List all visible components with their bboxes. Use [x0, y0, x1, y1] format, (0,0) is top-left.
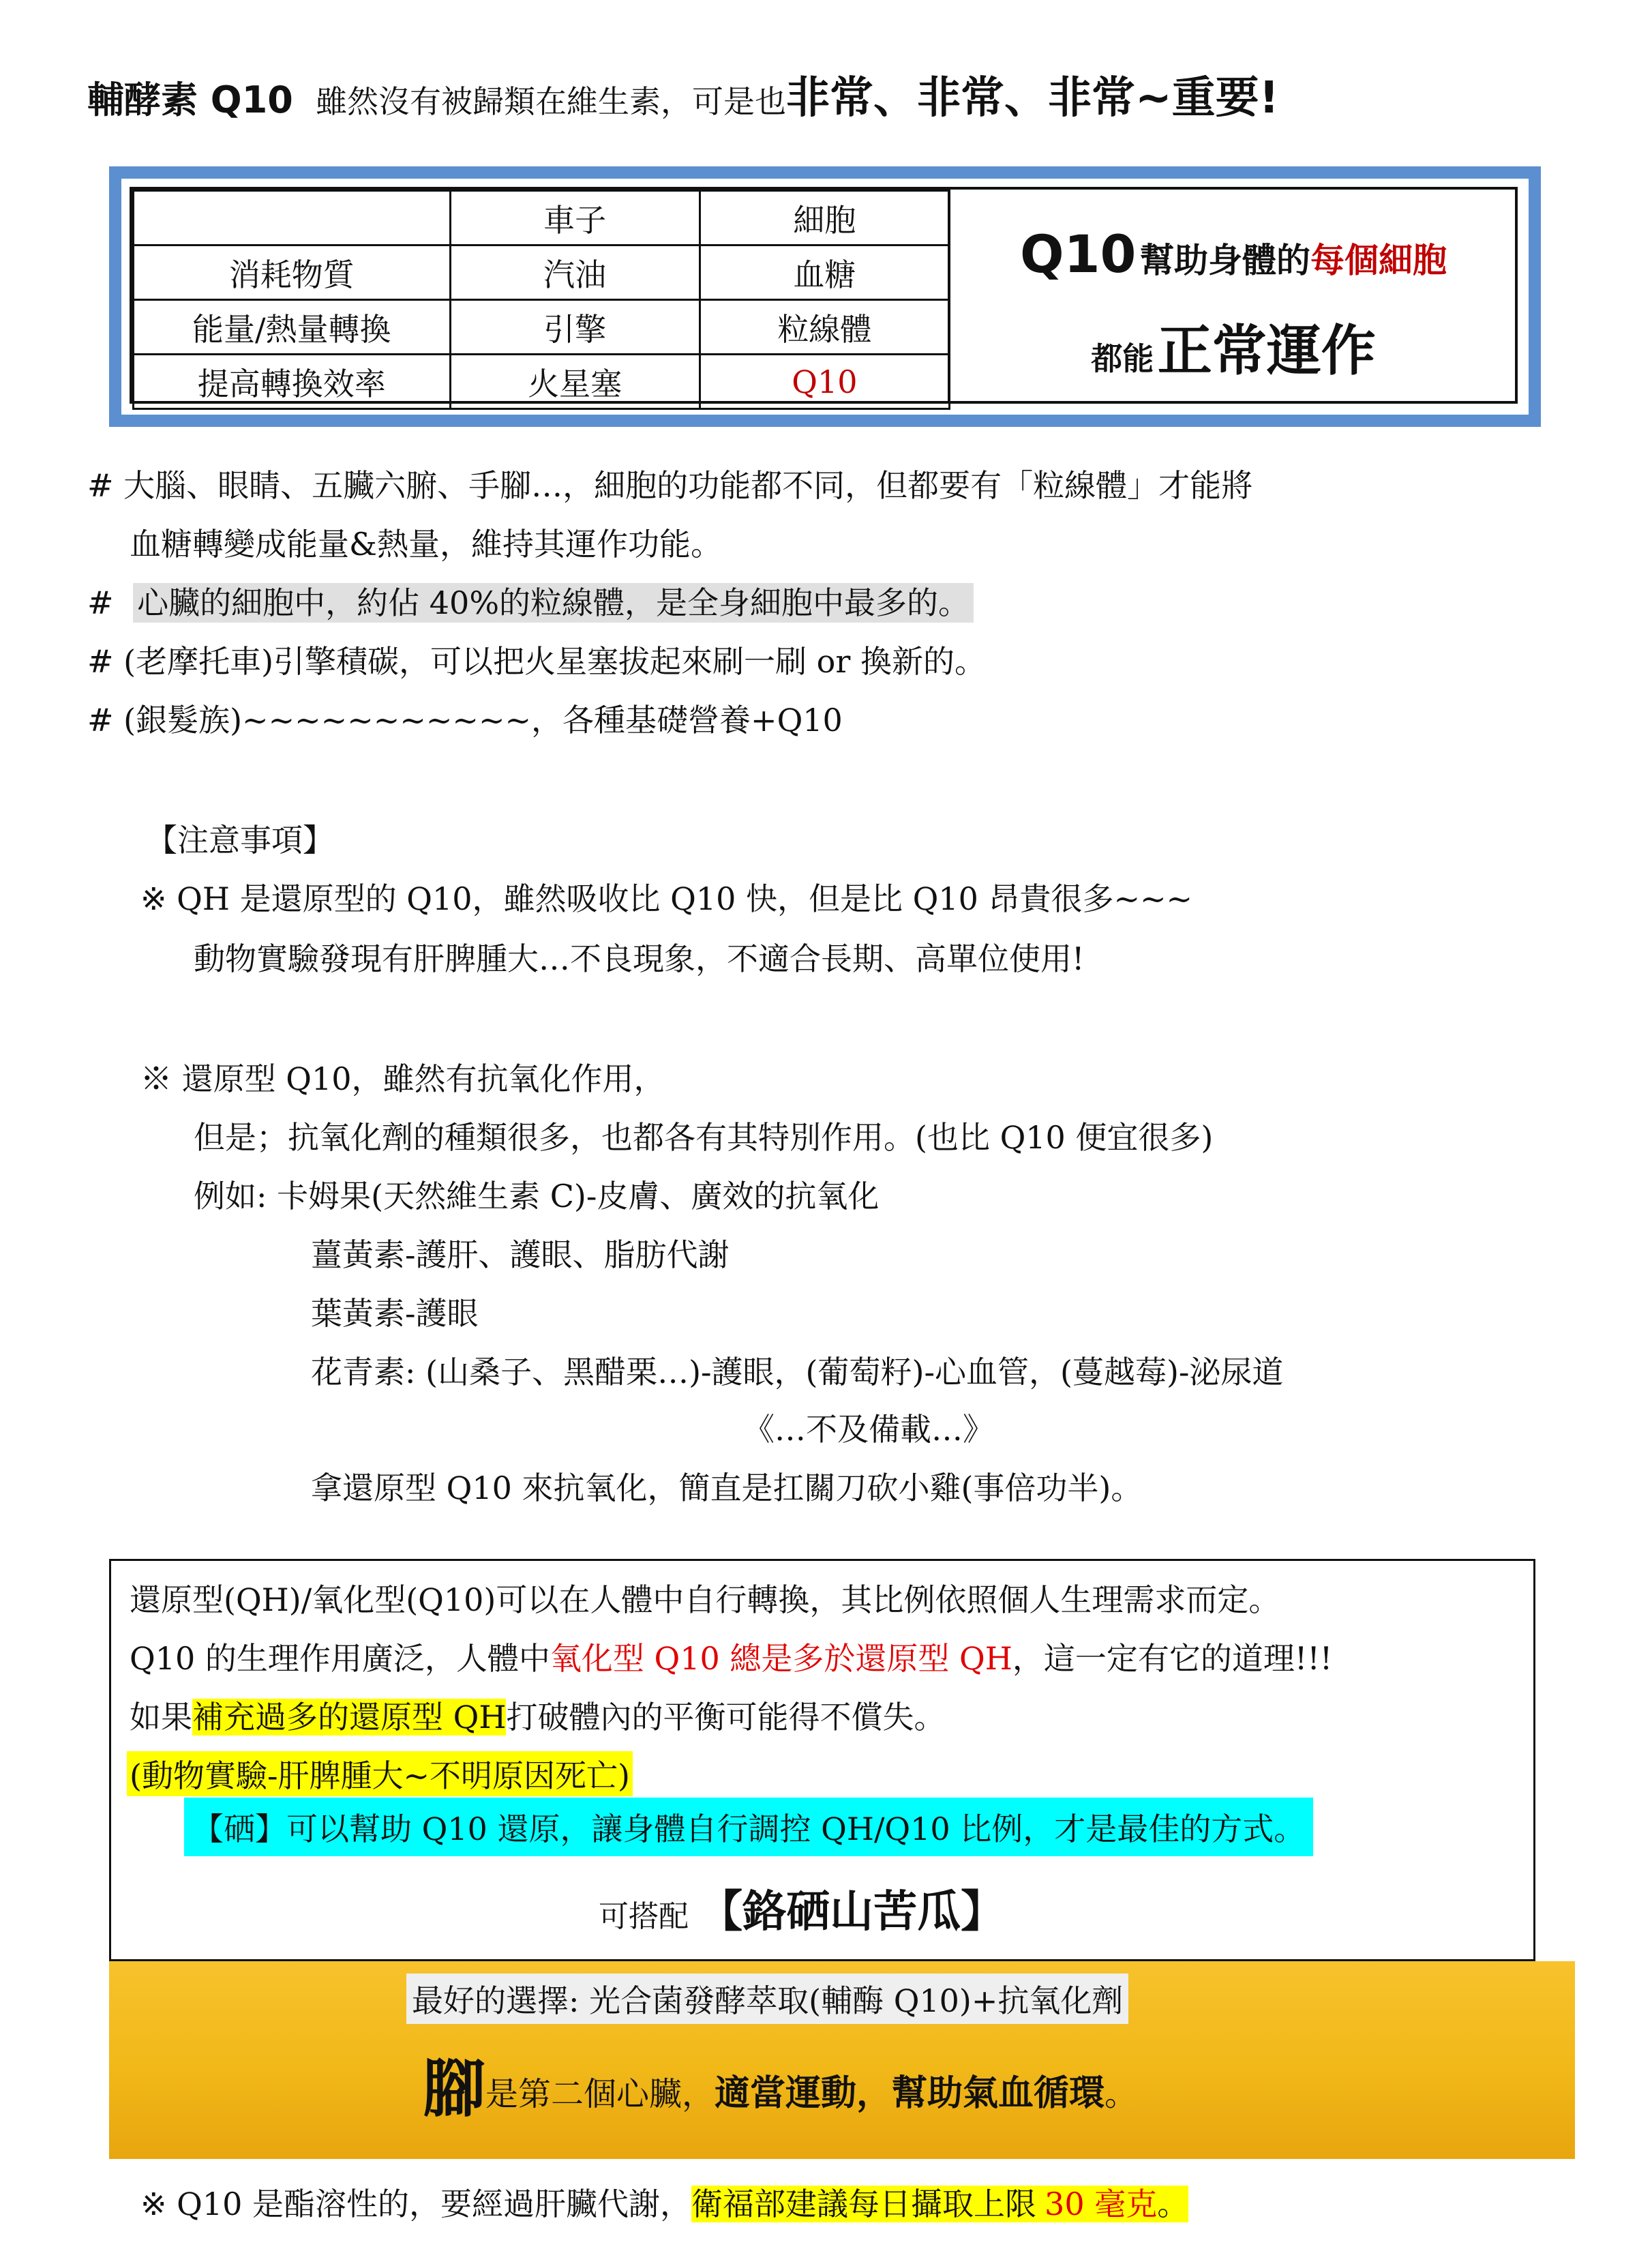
- product-name: 【鉻硒山苦瓜】: [699, 1886, 1005, 1937]
- table-cell: 消耗物質: [134, 245, 451, 300]
- box-line-2-red: 氧化型 Q10 總是多於還原型 QH: [550, 1640, 1012, 1677]
- table-row: [134, 300, 950, 355]
- table-cell: Q10: [700, 355, 949, 409]
- box-line-3c: 打破體內的平衡可能得不償失。: [506, 1699, 946, 1736]
- box-line-6: [599, 1877, 1004, 1939]
- table-cell: 血糖: [700, 245, 949, 300]
- foot-line: [423, 2039, 1137, 2129]
- note-1-line-1: # 大腦、眼睛、五臟六腑、手腳…，細胞的功能都不同，但都要有「粒線體」才能將: [87, 467, 1253, 504]
- box-line-4: (動物實驗-肝脾腫大~不明原因死亡): [127, 1751, 633, 1796]
- box-line-5: 【硒】可以幫助 Q10 還原，讓身體自行調控 QH/Q10 比例，才是最佳的方式。: [184, 1798, 1313, 1856]
- table-cell: 引擎: [450, 300, 700, 355]
- table-header-cell: [134, 191, 451, 245]
- caution-2-line-6: 花青素: (山桑子、黑醋栗…)-護眼，(葡萄籽)-心血管，(蔓越莓)-泌尿道: [311, 1354, 1284, 1390]
- caution-2-line-8: 拿還原型 Q10 來抗氧化，簡直是扛關刀砍小雞(事倍功半)。: [311, 1470, 1143, 1506]
- table-cell: 火星塞: [450, 355, 700, 409]
- table-header-cell: 車子: [450, 191, 700, 245]
- best-choice: 最好的選擇: 光合菌發酵萃取(輔酶 Q10)+抗氧化劑: [406, 1973, 1128, 2024]
- caution-1-line-2: 動物實驗發現有肝脾腫大…不良現象，不適合長期、高單位使用!: [194, 940, 1085, 977]
- caution-2-line-2: 但是；抗氧化劑的種類很多，也都各有其特別作用。(也比 Q10 便宜很多): [194, 1119, 1214, 1156]
- note-2-hash: #: [87, 584, 114, 621]
- footer-d: 。: [1157, 2186, 1189, 2222]
- note-2: [87, 578, 974, 623]
- q10-label: Q10: [1020, 224, 1137, 284]
- foot-text-1: 是第二個心臟，: [485, 2075, 715, 2113]
- table-cell: 能量/熱量轉換: [134, 300, 451, 355]
- foot-text-bold: 適當運動，幫助氣血循環: [715, 2072, 1105, 2114]
- box-line-2c: ，這一定有它的道理!!!: [1012, 1640, 1333, 1677]
- comparison-table: [130, 187, 1518, 404]
- footer-highlight: [691, 2186, 1188, 2222]
- q10-summary-box: [948, 190, 1517, 401]
- title-q10: 輔酵素 Q10: [87, 78, 293, 121]
- caution-2-line-3: 例如: 卡姆果(天然維生素 C)-皮膚、廣效的抗氧化: [194, 1178, 880, 1215]
- caution-1-line-1: ※ QH 是還原型的 Q10，雖然吸收比 Q10 快，但是比 Q10 昂貴很多~~~: [140, 880, 1193, 917]
- q10-text-red: 每個細胞: [1310, 241, 1447, 280]
- caution-2-line-7: 《…不及備載…》: [743, 1411, 994, 1448]
- table-row: [134, 245, 950, 300]
- footer-amount: 30 毫克: [1045, 2186, 1158, 2222]
- table-header-cell: 細胞: [700, 191, 949, 245]
- note-2-highlight: 心臟的細胞中，約佔 40%的粒線體，是全身細胞中最多的。: [133, 583, 974, 623]
- box-line-3-highlight: 補充過多的還原型 QH: [192, 1699, 507, 1736]
- box-line-2a: Q10 的生理作用廣泛，人體中: [130, 1640, 550, 1677]
- box-line-3: [130, 1693, 945, 1738]
- box-line-6a: 可搭配: [599, 1899, 689, 1934]
- note-1-line-2: 血糖轉變成能量&熱量，維持其運作功能。: [130, 526, 722, 563]
- note-3: # (老摩托車)引擎積碳，可以把火星塞拔起來刷一刷 or 換新的。: [87, 643, 986, 680]
- caution-title: 【注意事項】: [146, 822, 334, 859]
- table-cell: 提高轉換效率: [134, 355, 451, 409]
- page-title: [87, 63, 1279, 125]
- box-line-3a: 如果: [130, 1699, 192, 1736]
- table-row: [134, 355, 950, 409]
- q10-text: 幫助身體的: [1139, 241, 1310, 280]
- note-4: # (銀髮族)~~~~~~~~~~~，各種基礎營養+Q10: [87, 702, 843, 739]
- box-line-1: 還原型(QH)/氧化型(Q10)可以在人體中自行轉換，其比例依照個人生理需求而定。: [130, 1581, 1280, 1618]
- footer-b: 衛福部建議每日攝取上限: [691, 2186, 1037, 2222]
- footer-note: [140, 2179, 1188, 2224]
- caution-2-line-4: 薑黃素-護肝、護眼、脂肪代謝: [311, 1236, 730, 1273]
- box-line-2: [130, 1634, 1332, 1679]
- q10-text-large: 正常運作: [1157, 319, 1376, 383]
- table-header-row: [134, 191, 950, 245]
- footer-a: ※ Q10 是酯溶性的，要經過肝臟代謝，: [140, 2186, 692, 2222]
- title-emphasis: 非常、非常、非常~重要!: [785, 73, 1279, 123]
- title-desc: 雖然沒有被歸類在維生素，可是也: [315, 83, 786, 120]
- comparison-table-frame: [109, 166, 1541, 427]
- caution-2-line-1: ※ 還原型 Q10，雖然有抗氧化作用，: [140, 1060, 665, 1097]
- caution-2-line-5: 葉黃素-護眼: [311, 1295, 479, 1332]
- table-cell: 粒線體: [700, 300, 949, 355]
- table-cell: 汽油: [450, 245, 700, 300]
- foot-char: 腳: [423, 2053, 486, 2126]
- q10-text-small: 都能: [1091, 340, 1154, 377]
- foot-text-3: 。: [1105, 2075, 1138, 2113]
